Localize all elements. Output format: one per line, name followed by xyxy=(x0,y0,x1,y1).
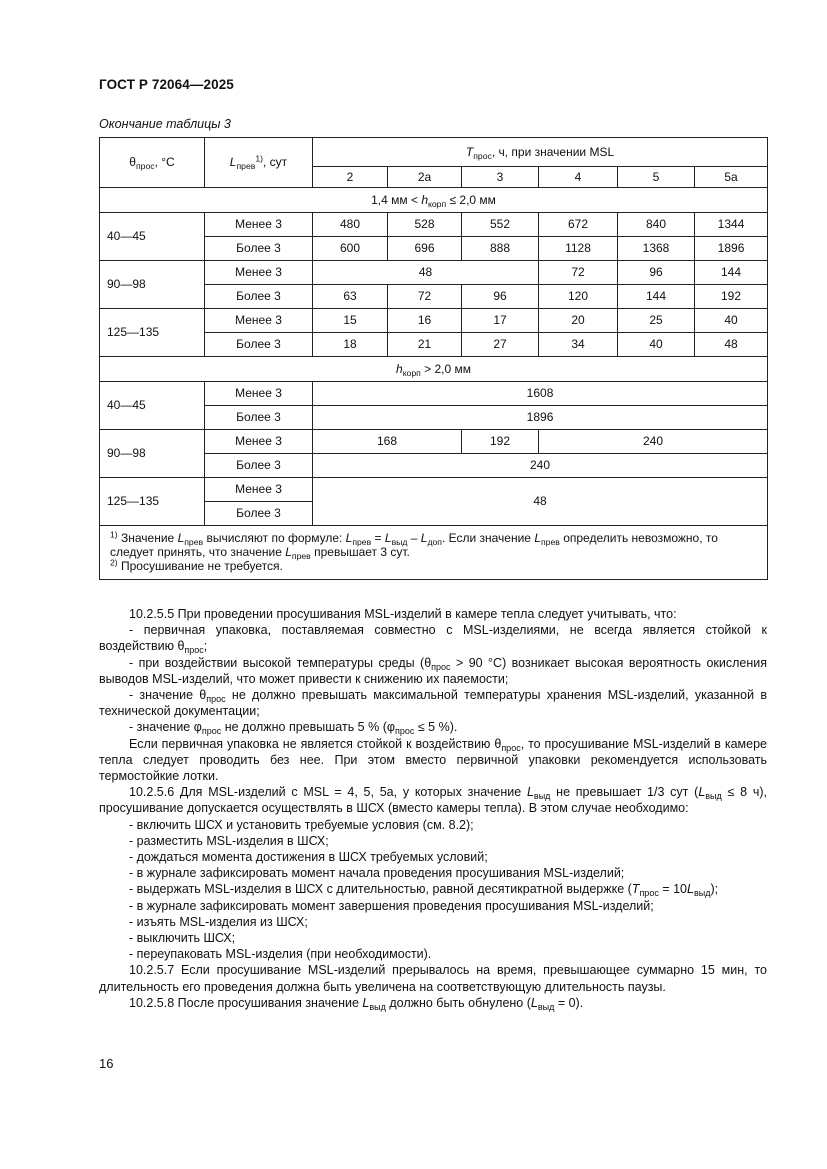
list-item: - в журнале зафиксировать момент завершения проведения просушивания MSL-изделий; xyxy=(129,898,654,913)
footnote-2: $^{2)}$ Просушивание не требуется. xyxy=(110,557,283,573)
value-cell: 240 xyxy=(539,430,768,454)
value-cell: 20 xyxy=(539,309,618,333)
list-item: - разместить MSL-изделия в ШСХ; xyxy=(129,833,329,848)
list-item: - включить ШСХ и установить требуемые условия (см. 8.2); xyxy=(129,817,474,832)
theta-cell: 125—135 xyxy=(100,309,205,357)
value-cell: 552 xyxy=(462,213,539,237)
value-cell: 1608 xyxy=(313,382,768,406)
table-caption: Окончание таблицы 3 xyxy=(99,117,231,131)
value-cell: 168 xyxy=(313,430,462,454)
value-cell: 120 xyxy=(539,285,618,309)
value-cell: 48 xyxy=(695,333,768,357)
value-cell: 672 xyxy=(539,213,618,237)
value-cell: 1344 xyxy=(695,213,768,237)
value-cell: 144 xyxy=(695,261,768,285)
table-row xyxy=(100,213,768,237)
table-row xyxy=(100,309,768,333)
value-cell: 72 xyxy=(539,261,618,285)
table-row xyxy=(100,382,768,406)
section-thin-package: 1,4 мм < $h_{корп} \le 2,0$ мм xyxy=(100,188,768,213)
value-cell: 192 xyxy=(695,285,768,309)
l-label-cell: Более 3 xyxy=(205,502,313,526)
table-footnotes xyxy=(100,526,768,580)
value-cell: 480 xyxy=(313,213,388,237)
l-label-cell: Более 3 xyxy=(205,237,313,261)
table-row xyxy=(100,261,768,285)
value-cell: 48 xyxy=(313,478,768,526)
msl-header: 2 xyxy=(313,167,388,188)
l-label-cell: Менее 3 xyxy=(205,261,313,285)
msl-header: 3 xyxy=(462,167,539,188)
value-cell: 1896 xyxy=(695,237,768,261)
theta-cell: 40—45 xyxy=(100,382,205,430)
theta-cell: 90—98 xyxy=(100,261,205,309)
l-label-cell: Менее 3 xyxy=(205,430,313,454)
table-row xyxy=(100,478,768,502)
paragraph: 10.2.5.5 При проведении просушивания MSL-изделий в камере тепла следует учитывать, что: xyxy=(129,607,677,621)
header-t-pros: $T_{прос}$, ч, при значении MSL xyxy=(313,138,768,167)
l-label-cell: Более 3 xyxy=(205,333,313,357)
value-cell: 96 xyxy=(462,285,539,309)
section-thick-package: $h_{корп} > 2,0$ мм xyxy=(100,357,768,382)
value-cell: 15 xyxy=(313,309,388,333)
value-cell: 696 xyxy=(388,237,462,261)
msl-header: 5 xyxy=(618,167,695,188)
section-row xyxy=(100,188,768,213)
value-cell: 40 xyxy=(695,309,768,333)
list-item: - при воздействии высокой температуры среды ($\theta_{прос} > 90$ °С) возникает высокая вероятность окисления выводов MSL-изделий, что может привести к снижению их паяемости; xyxy=(99,655,767,686)
table-header-row xyxy=(100,138,768,167)
msl-header: 4 xyxy=(539,167,618,188)
msl-header: 5a xyxy=(695,167,768,188)
theta-cell: 125—135 xyxy=(100,478,205,526)
paragraph: 10.2.5.8 После просушивания значение $L_{выд}$ должно быть обнулено $(L_{выд} = 0)$. xyxy=(129,995,584,1013)
value-cell: 528 xyxy=(388,213,462,237)
section-row xyxy=(100,357,768,382)
list-item: - выдержать MSL-изделия в ШСХ с длительностью, равной десятикратной выдержке $(T_{прос} = 10L_{выд})$; xyxy=(129,882,719,899)
list-item: - выключить ШСХ; xyxy=(129,931,236,946)
value-cell: 1128 xyxy=(539,237,618,261)
msl-header: 2a xyxy=(388,167,462,188)
l-label-cell: Более 3 xyxy=(205,285,313,309)
value-cell: 72 xyxy=(388,285,462,309)
list-item: - значение $\theta_{прос}$ не должно превышать максимальной температуры хранения MSL-изделий, указанной в технической документации; xyxy=(99,688,767,719)
value-cell: 21 xyxy=(388,333,462,357)
list-item: - первичная упаковка, поставляемая совместно с MSL-изделиями, не всегда является стойкой к воздействию $\theta_{прос}$; xyxy=(99,623,767,656)
value-cell: 1368 xyxy=(618,237,695,261)
notes-row xyxy=(100,526,768,580)
list-item: - переупаковать MSL-изделия (при необходимости). xyxy=(129,947,432,962)
list-item: - дождаться момента достижения в ШСХ требуемых условий; xyxy=(129,850,488,865)
value-cell: 16 xyxy=(388,309,462,333)
value-cell: 63 xyxy=(313,285,388,309)
value-cell: 18 xyxy=(313,333,388,357)
header-l-prev: $L_{прев}^{1)}$, сут xyxy=(205,138,313,188)
list-item: - в журнале зафиксировать момент начала проведения просушивания MSL-изделий; xyxy=(129,866,625,881)
header-theta: $\theta_{прос}$, °С xyxy=(100,138,205,188)
l-label-cell: Менее 3 xyxy=(205,478,313,502)
theta-cell: 40—45 xyxy=(100,213,205,261)
paragraph: 10.2.5.7 Если просушивание MSL-изделий прерывалось на время, превышающее суммарно 15 мин, то длительность его проведения должна быть увеличена на соответствующую длительность паузы. xyxy=(99,963,767,994)
value-cell: 240 xyxy=(313,454,768,478)
value-cell: 25 xyxy=(618,309,695,333)
value-cell: 840 xyxy=(618,213,695,237)
value-cell: 600 xyxy=(313,237,388,261)
footnote-1: $^{1)}$ Значение $L_{прев}$ вычисляют по формуле: $L_{прев} = L_{выд} - L_{доп}$. Если значение $L_{прев}$ определить невозможно, то следует принять, что значение $L_{прев}$ превышает 3 сут. xyxy=(110,529,718,562)
value-cell: 48 xyxy=(313,261,539,285)
l-label-cell: Менее 3 xyxy=(205,213,313,237)
value-cell: 144 xyxy=(618,285,695,309)
document-header: ГОСТ Р 72064—2025 xyxy=(99,77,234,92)
l-label-cell: Менее 3 xyxy=(205,309,313,333)
value-cell: 192 xyxy=(462,430,539,454)
body-text xyxy=(99,606,767,1011)
value-cell: 27 xyxy=(462,333,539,357)
list-item: - изъять MSL-изделия из ШСХ; xyxy=(129,914,308,929)
theta-cell: 90—98 xyxy=(100,430,205,478)
value-cell: 96 xyxy=(618,261,695,285)
table-row xyxy=(100,430,768,454)
paragraph: Если первичная упаковка не является стойкой к воздействию $\theta_{прос}$, то просушивание MSL-изделий в камере тепла следует проводить без нее. При этом вместо первичной упаковки рекомендуется использовать термостойкие лотки. xyxy=(99,736,767,784)
l-label-cell: Более 3 xyxy=(205,454,313,478)
paragraph: 10.2.5.6 Для MSL-изделий с MSL = 4, 5, 5а, у которых значение $L_{выд}$ не превышает 1/3 сут ($L_{выд} \le 8$ ч), просушивание допускается осуществлять в ШСХ (вместо камеры тепла). В этом случае необходимо: xyxy=(99,785,767,816)
data-table xyxy=(99,137,768,580)
value-cell: 17 xyxy=(462,309,539,333)
list-item: - значение $\varphi_{прос}$ не должно превышать 5 % ($\varphi_{прос} \le 5$ %). xyxy=(129,720,458,737)
l-label-cell: Более 3 xyxy=(205,406,313,430)
value-cell: 34 xyxy=(539,333,618,357)
page-number: 16 xyxy=(99,1056,114,1071)
value-cell: 888 xyxy=(462,237,539,261)
value-cell: 40 xyxy=(618,333,695,357)
l-label-cell: Менее 3 xyxy=(205,382,313,406)
value-cell: 1896 xyxy=(313,406,768,430)
